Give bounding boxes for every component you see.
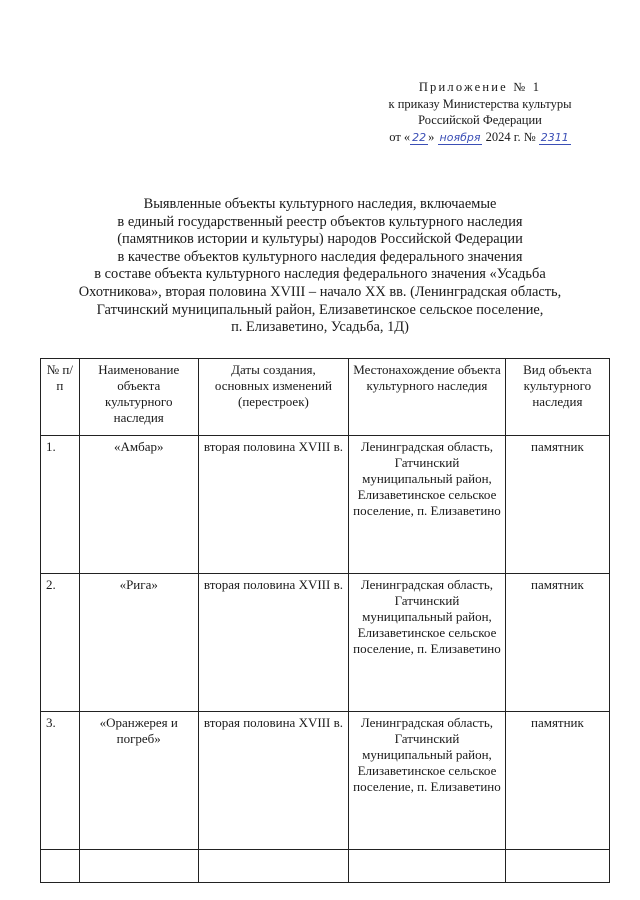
title-line: (памятников истории и культуры) народов Российской Федерации [117, 231, 523, 248]
title-line: в составе объекта культурного наследия федерального значения «Усадьба [94, 266, 546, 283]
appendix-label: Приложение № 1 [418, 80, 542, 94]
date-mid: » [428, 129, 435, 144]
document-title [60, 196, 580, 337]
table-row [41, 712, 610, 850]
object-location: Ленинградская область, Гатчинский муниципальный район, Елизаветинское сельское поселение, п. Елизаветино [349, 574, 506, 712]
object-name: «Амбар» [79, 436, 198, 574]
object-name: «Рига» [79, 574, 198, 712]
handwritten-number: 2311 [540, 130, 569, 144]
heritage-table [40, 358, 610, 883]
table-header-row [41, 359, 610, 436]
order-reference: к приказу Министерства культуры [388, 96, 572, 111]
row-number: 3. [41, 712, 80, 850]
handwritten-month: ноября [439, 130, 481, 144]
ministry-name: Российской Федерации [418, 113, 542, 127]
row-number: 2. [41, 574, 80, 712]
title-line: в качестве объектов культурного наследия федерального значения [117, 248, 523, 265]
header-type: Вид объекта культурного наследия [505, 359, 609, 436]
order-date-line [360, 129, 600, 147]
table-row [41, 436, 610, 574]
table-row-continuation [41, 850, 610, 883]
object-location: Ленинградская область, Гатчинский муниципальный район, Елизаветинское сельское поселение, п. Елизаветино [349, 712, 506, 850]
title-line: Гатчинский муниципальный район, Елизаветинское сельское поселение, [96, 301, 544, 318]
object-dates: вторая половина XVIII в. [198, 574, 348, 712]
header-number: № п/п [41, 359, 80, 436]
title-line: Охотникова», вторая половина XVIII – начало XX вв. (Ленинградская область, [78, 283, 562, 300]
title-line: в единый государственный реестр объектов культурного наследия [117, 213, 523, 230]
appendix-header [360, 79, 600, 146]
object-type: памятник [505, 574, 609, 712]
title-line: п. Елизаветино, Усадьба, 1Д) [231, 319, 409, 336]
header-location: Местонахождение объекта культурного наследия [349, 359, 506, 436]
object-dates: вторая половина XVIII в. [198, 712, 348, 850]
object-dates: вторая половина XVIII в. [198, 436, 348, 574]
object-location: Ленинградская область, Гатчинский муниципальный район, Елизаветинское сельское поселение, п. Елизаветино [349, 436, 506, 574]
header-name: Наименование объекта культурного наследия [79, 359, 198, 436]
object-name: «Оранжерея и погреб» [79, 712, 198, 850]
table-row [41, 574, 610, 712]
date-prefix: от « [389, 129, 411, 144]
year-text: 2024 г. № [485, 129, 536, 144]
object-type: памятник [505, 436, 609, 574]
object-type: памятник [505, 712, 609, 850]
header-dates: Даты создания, основных изменений (перестроек) [198, 359, 348, 436]
row-number: 1. [41, 436, 80, 574]
handwritten-day: 22 [412, 130, 427, 144]
title-line: Выявленные объекты культурного наследия, включаемые [143, 196, 497, 212]
